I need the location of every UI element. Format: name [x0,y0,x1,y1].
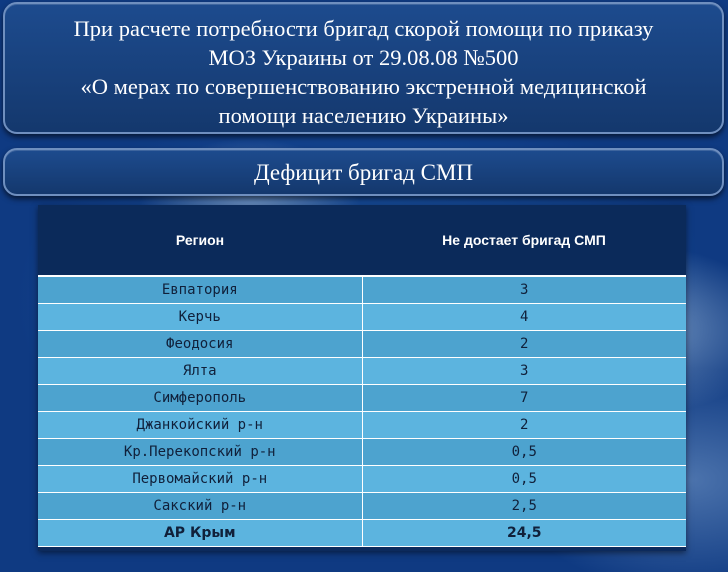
table-row [38,439,686,466]
region-cell: Кр.Перекопский р-н [38,439,362,466]
region-cell: Ялта [38,358,362,385]
title-panel [3,2,724,134]
deficit-cell: 4 [362,304,686,331]
title-line-2: МОЗ Украины от 29.08.08 №500 [208,45,519,70]
table-row [38,331,686,358]
deficit-cell: 2 [362,412,686,439]
title-line-1: При расчете потребности бригад скорой помощи по приказу [73,16,654,41]
column-header-region: Регион [38,205,362,276]
region-cell: Джанкойский р-н [38,412,362,439]
total-region-cell: АР Крым [38,520,362,547]
table-row [38,358,686,385]
total-deficit-cell: 24,5 [362,520,686,547]
subtitle-text: Дефицит бригад СМП [253,160,474,185]
table-header-row [38,205,686,276]
deficit-cell: 7 [362,385,686,412]
region-cell: Евпатория [38,276,362,304]
table-row [38,493,686,520]
table-container [38,205,686,551]
region-cell: Керчь [38,304,362,331]
region-cell: Первомайский р-н [38,466,362,493]
title-line-4: помощи населению Украины» [218,103,509,128]
table-row [38,304,686,331]
column-header-deficit: Не достает бригад СМП [362,205,686,276]
deficit-cell: 2 [362,331,686,358]
table-row [38,466,686,493]
subtitle-panel [3,148,724,196]
region-cell: Феодосия [38,331,362,358]
deficit-cell: 3 [362,276,686,304]
deficit-cell: 2,5 [362,493,686,520]
table-total-row [38,520,686,547]
region-cell: Сакский р-н [38,493,362,520]
deficit-cell: 0,5 [362,466,686,493]
table-row [38,412,686,439]
deficit-cell: 0,5 [362,439,686,466]
title-line-3: «О мерах по совершенствованию экстренной медицинской [80,74,647,99]
table-row [38,276,686,304]
deficit-table [38,205,686,547]
table-row [38,385,686,412]
region-cell: Симферополь [38,385,362,412]
deficit-cell: 3 [362,358,686,385]
